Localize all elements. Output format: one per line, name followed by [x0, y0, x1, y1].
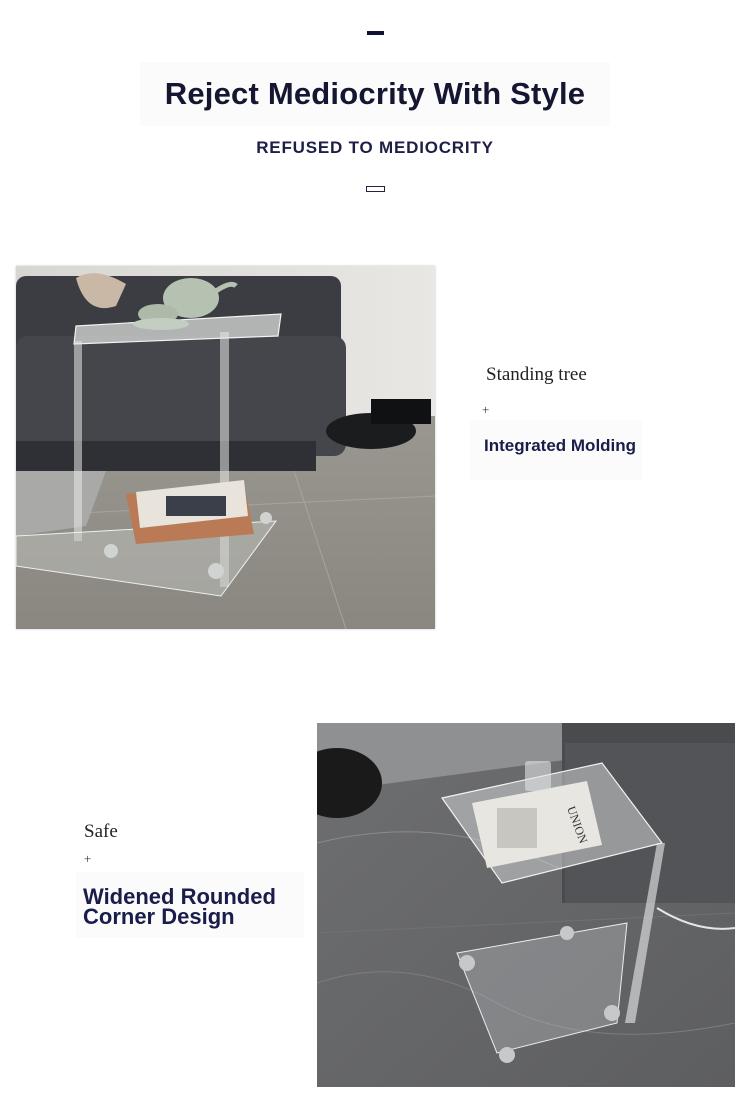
feature-title: Widened Rounded Corner Design [83, 884, 276, 929]
box-brand-text: UNION [564, 804, 591, 846]
acrylic-side-table-living-room-photo [16, 266, 435, 629]
plus-icon: + [84, 851, 92, 866]
top-dash-decoration [367, 31, 384, 35]
feature-title: Integrated Molding [484, 436, 637, 455]
headline-panel [140, 62, 610, 126]
acrylic-side-table-closeup-photo [317, 723, 735, 1087]
product-photo-closeup [317, 723, 735, 1087]
feature-label: Standing tree [486, 364, 587, 385]
page-subtitle: REFUSED TO MEDIOCRITY [256, 138, 494, 157]
feature-label: Safe [84, 821, 118, 842]
product-photo-living-room [16, 266, 435, 629]
plus-icon: + [482, 402, 490, 417]
page-title: Reject Mediocrity With Style [164, 76, 586, 111]
section-divider [366, 186, 385, 192]
